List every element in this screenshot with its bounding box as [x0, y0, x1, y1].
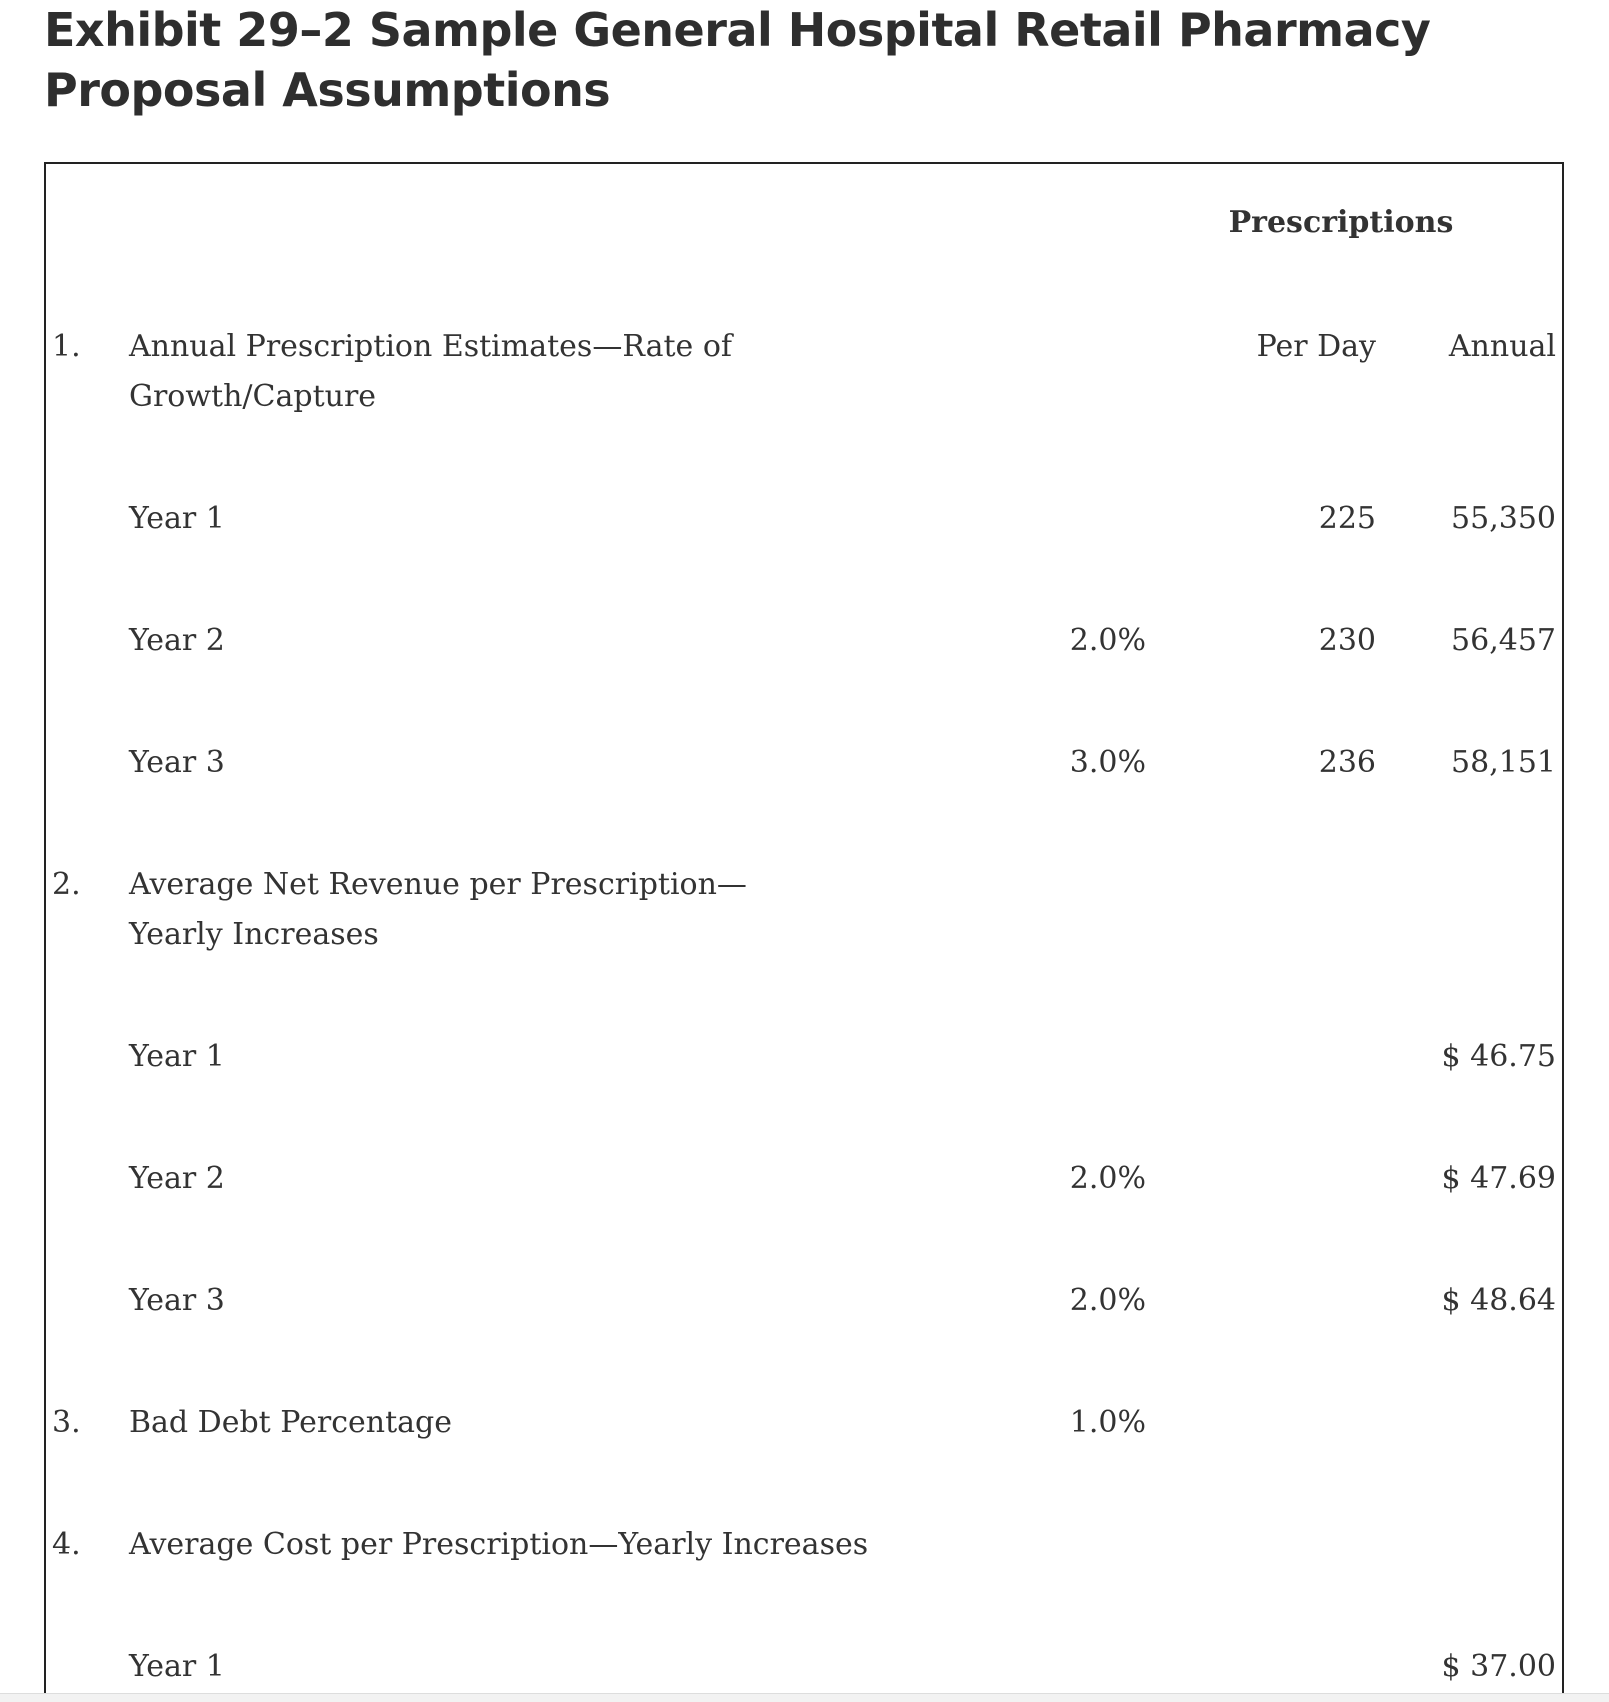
growth-percent: 3.0% — [1069, 745, 1146, 780]
section-number: 1. — [52, 329, 81, 364]
row-label: Year 3 — [129, 1283, 225, 1318]
annual-value: $ 46.75 — [1441, 1039, 1556, 1074]
section-label: Annual Prescription Estimates—Rate of Growth/Capture — [129, 329, 732, 414]
section-number: 2. — [52, 867, 81, 902]
bad-debt-percent: 1.0% — [1069, 1405, 1146, 1440]
column-group-header: Prescriptions — [1228, 205, 1454, 240]
section-number: 3. — [52, 1405, 81, 1440]
column-header-annual: Annual — [1448, 329, 1556, 364]
row-label: Year 1 — [129, 501, 225, 536]
row-label: Year 2 — [129, 623, 225, 658]
row-label: Year 1 — [129, 1039, 225, 1074]
annual-value: $ 47.69 — [1441, 1161, 1556, 1196]
section-label: Average Net Revenue per Prescription—Yearly Increases — [129, 867, 747, 952]
annual-value: $ 48.64 — [1441, 1283, 1556, 1318]
per-day-value: 236 — [1318, 745, 1376, 780]
growth-percent: 2.0% — [1069, 623, 1146, 658]
section-number: 4. — [52, 1527, 81, 1562]
annual-value: $ 37.00 — [1441, 1649, 1556, 1684]
annual-value: 58,151 — [1451, 745, 1556, 780]
per-day-value: 230 — [1318, 623, 1376, 658]
exhibit-table — [44, 162, 1564, 1701]
growth-percent: 2.0% — [1069, 1283, 1146, 1318]
column-header-per-day: Per Day — [1256, 329, 1376, 364]
row-label: Year 1 — [129, 1649, 225, 1684]
per-day-value: 225 — [1318, 501, 1376, 536]
section-label: Average Cost per Prescription—Yearly Increases — [129, 1527, 869, 1562]
page-title: Exhibit 29–2 Sample General Hospital Retail Pharmacy Proposal Assumptions — [44, 3, 1431, 117]
growth-percent: 2.0% — [1069, 1161, 1146, 1196]
row-label: Year 2 — [129, 1161, 225, 1196]
section-label: Bad Debt Percentage — [129, 1405, 452, 1440]
row-label: Year 3 — [129, 745, 225, 780]
annual-value: 55,350 — [1451, 501, 1556, 536]
annual-value: 56,457 — [1451, 623, 1556, 658]
